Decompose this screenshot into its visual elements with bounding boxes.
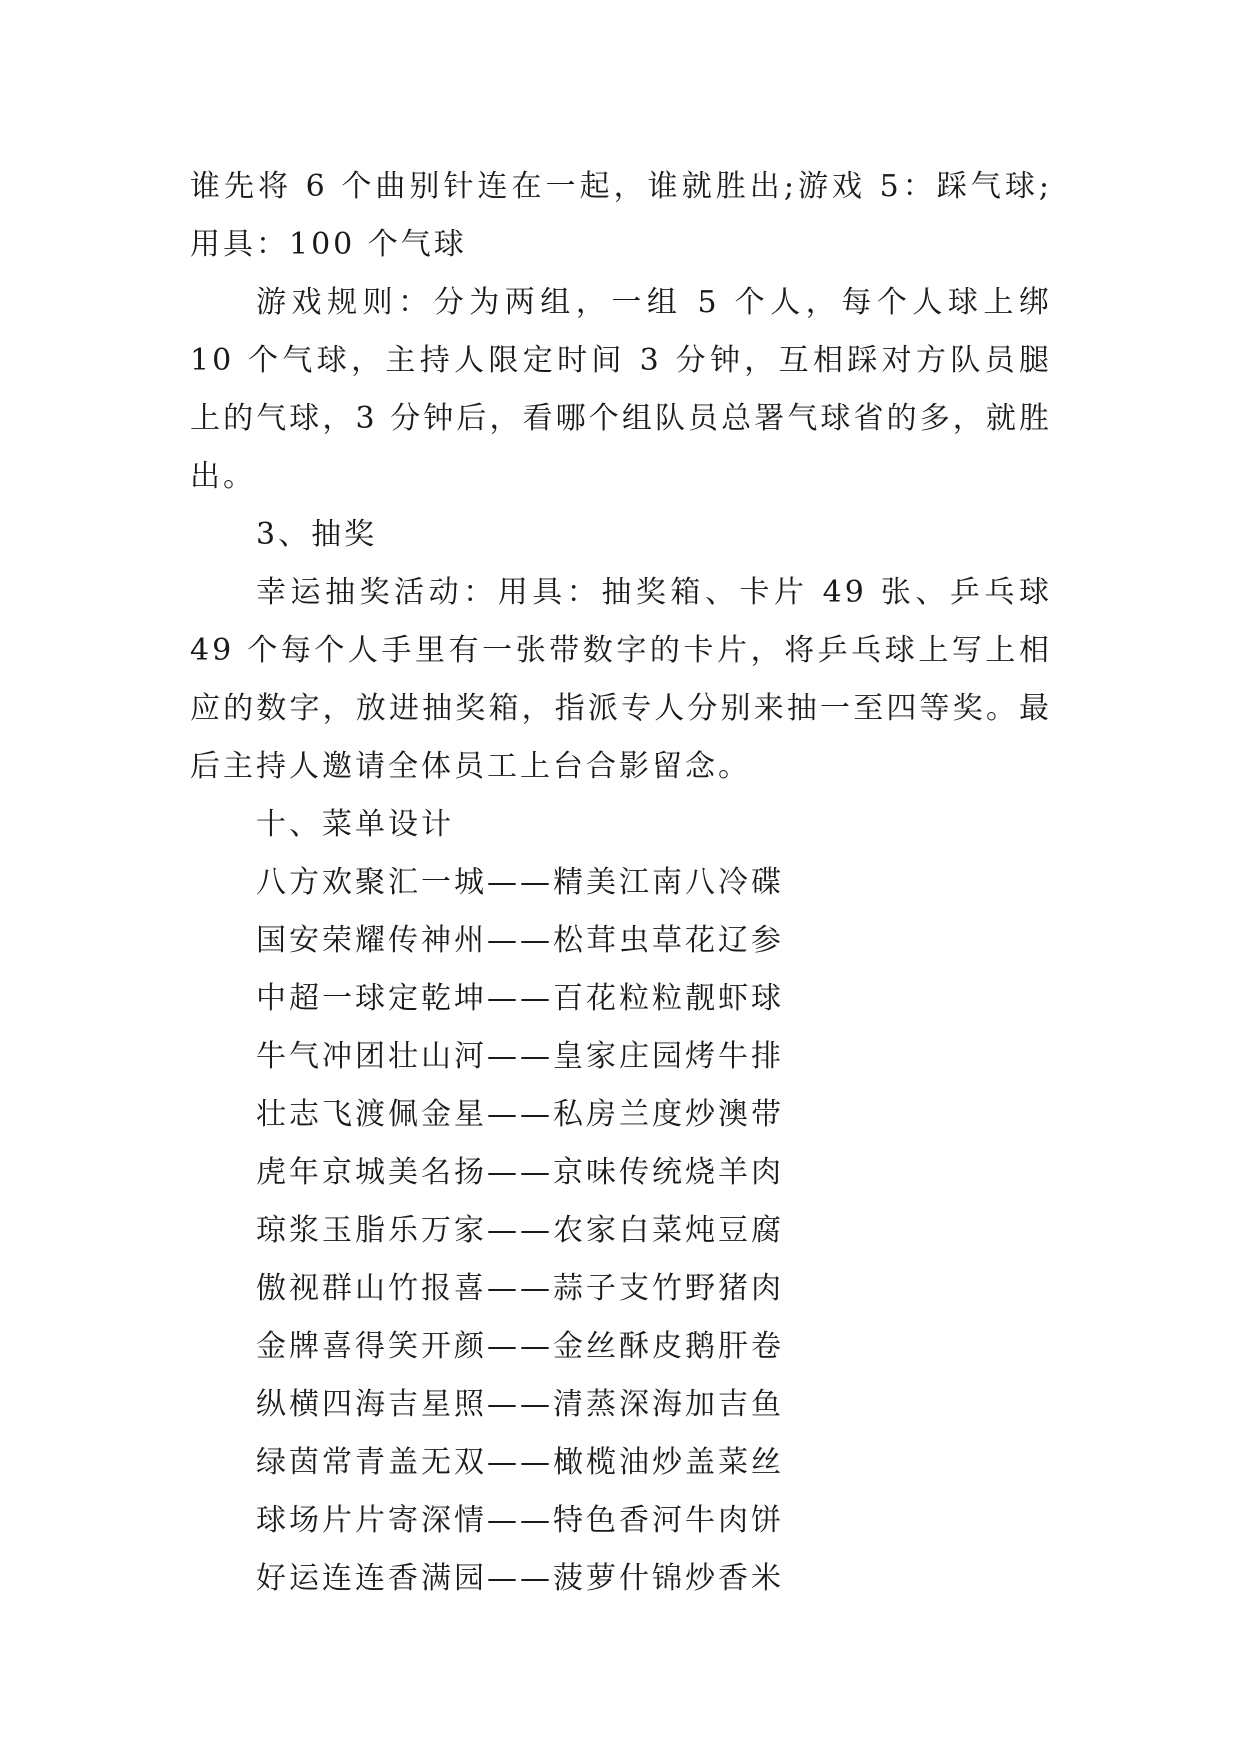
menu-item: 中超一球定乾坤——百花粒粒靓虾球 — [256, 981, 784, 1016]
menu-item: 金牌喜得笑开颜——金丝酥皮鹅肝卷 — [256, 1329, 784, 1364]
menu-item: 壮志飞渡佩金星——私房兰度炒澳带 — [256, 1097, 784, 1132]
menu-item: 球场片片寄深情——特色香河牛肉饼 — [256, 1503, 784, 1538]
paragraph-lottery: 幸运抽奖活动：用具：抽奖箱、卡片 49 张、乒乓球 49 个每个人手里有一张带数字的卡片，将乒乓球上写上相应的数字，放进抽奖箱，指派专人分别来抽一至四等奖。最后主持人邀请全体员工上台合影留念。 — [190, 575, 1052, 784]
section-heading-lottery: 3、抽奖 — [256, 517, 378, 552]
menu-item: 傲视群山竹报喜——蒜子支竹野猪肉 — [256, 1271, 784, 1306]
menu-item: 虎年京城美名扬——京味传统烧羊肉 — [256, 1155, 784, 1190]
menu-item: 好运连连香满园——菠萝什锦炒香米 — [256, 1561, 784, 1596]
menu-item: 牛气冲团壮山河——皇家庄园烤牛排 — [256, 1039, 784, 1074]
menu-item: 琼浆玉脂乐万家——农家白菜炖豆腐 — [256, 1213, 784, 1248]
menu-item: 八方欢聚汇一城——精美江南八冷碟 — [256, 865, 784, 900]
menu-item: 绿茵常青盖无双——橄榄油炒盖菜丝 — [256, 1445, 784, 1480]
menu-item: 纵横四海吉星照——清蒸深海加吉鱼 — [256, 1387, 784, 1422]
menu-item: 国安荣耀传神州——松茸虫草花辽参 — [256, 923, 784, 958]
paragraph-game-five: 谁先将 6 个曲别针连在一起，谁就胜出;游戏 5：踩气球;用具：100 个气球 — [190, 169, 1052, 262]
paragraph-game-rules: 游戏规则：分为两组，一组 5 个人，每个人球上绑 10 个气球，主持人限定时间 3 分钟，互相踩对方队员腿上的气球，3 分钟后，看哪个组队员总署气球省的多，就胜出。 — [190, 285, 1052, 494]
section-heading-menu: 十、菜单设计 — [256, 807, 454, 842]
menu-list — [190, 854, 1052, 1608]
document-page — [190, 158, 1052, 1608]
